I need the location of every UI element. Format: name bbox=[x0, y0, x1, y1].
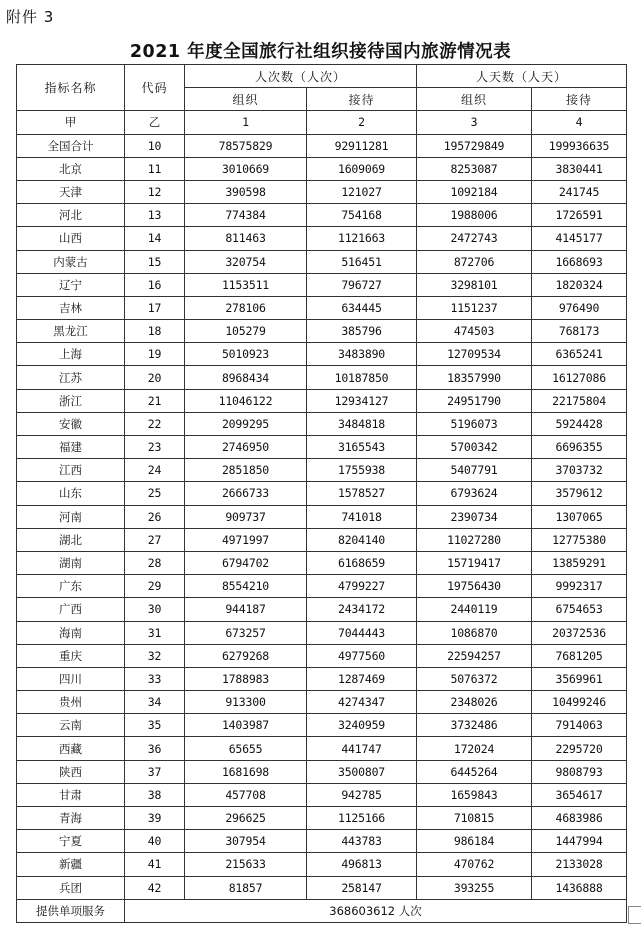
value-cell: 3483890 bbox=[307, 343, 417, 366]
index-cell: 1 bbox=[185, 111, 307, 134]
region-code: 19 bbox=[125, 343, 185, 366]
attachment-label: 附件 3 bbox=[6, 8, 55, 26]
footer-value: 368603612 人次 bbox=[125, 899, 627, 922]
table-row bbox=[17, 296, 627, 319]
region-name: 新疆 bbox=[17, 853, 125, 876]
header-person-days: 人天数（人天） bbox=[417, 65, 627, 88]
value-cell: 2133028 bbox=[532, 853, 627, 876]
value-cell: 4274347 bbox=[307, 691, 417, 714]
value-cell: 496813 bbox=[307, 853, 417, 876]
table-row bbox=[17, 482, 627, 505]
value-cell: 1447994 bbox=[532, 830, 627, 853]
index-cell: 乙 bbox=[125, 111, 185, 134]
value-cell: 6793624 bbox=[417, 482, 532, 505]
value-cell: 1121663 bbox=[307, 227, 417, 250]
value-cell: 3484818 bbox=[307, 412, 417, 435]
table-row bbox=[17, 807, 627, 830]
region-name: 重庆 bbox=[17, 644, 125, 667]
region-name: 青海 bbox=[17, 807, 125, 830]
value-cell: 5924428 bbox=[532, 412, 627, 435]
table-row bbox=[17, 644, 627, 667]
value-cell: 1988006 bbox=[417, 204, 532, 227]
region-name: 湖北 bbox=[17, 528, 125, 551]
region-name: 广西 bbox=[17, 598, 125, 621]
value-cell: 3240959 bbox=[307, 714, 417, 737]
region-name: 陕西 bbox=[17, 760, 125, 783]
value-cell: 741018 bbox=[307, 505, 417, 528]
table-row bbox=[17, 714, 627, 737]
value-cell: 986184 bbox=[417, 830, 532, 853]
header-code: 代码 bbox=[125, 65, 185, 111]
value-cell: 1609069 bbox=[307, 157, 417, 180]
region-name: 辽宁 bbox=[17, 273, 125, 296]
region-name: 兵团 bbox=[17, 876, 125, 899]
value-cell: 3569961 bbox=[532, 667, 627, 690]
value-cell: 10187850 bbox=[307, 366, 417, 389]
value-cell: 78575829 bbox=[185, 134, 307, 157]
value-cell: 1578527 bbox=[307, 482, 417, 505]
value-cell: 10499246 bbox=[532, 691, 627, 714]
region-name: 西藏 bbox=[17, 737, 125, 760]
value-cell: 3010669 bbox=[185, 157, 307, 180]
value-cell: 1726591 bbox=[532, 204, 627, 227]
header-receive-times: 接待 bbox=[307, 88, 417, 111]
value-cell: 1287469 bbox=[307, 667, 417, 690]
header-receive-days: 接待 bbox=[532, 88, 627, 111]
region-name: 山东 bbox=[17, 482, 125, 505]
table-row bbox=[17, 830, 627, 853]
value-cell: 1659843 bbox=[417, 783, 532, 806]
value-cell: 22175804 bbox=[532, 389, 627, 412]
region-name: 天津 bbox=[17, 180, 125, 203]
table-row bbox=[17, 505, 627, 528]
table-row bbox=[17, 598, 627, 621]
value-cell: 1092184 bbox=[417, 180, 532, 203]
value-cell: 390598 bbox=[185, 180, 307, 203]
value-cell: 2295720 bbox=[532, 737, 627, 760]
table-row bbox=[17, 412, 627, 435]
value-cell: 121027 bbox=[307, 180, 417, 203]
value-cell: 3165543 bbox=[307, 436, 417, 459]
region-name: 四川 bbox=[17, 667, 125, 690]
region-code: 23 bbox=[125, 436, 185, 459]
region-name: 黑龙江 bbox=[17, 320, 125, 343]
region-code: 22 bbox=[125, 412, 185, 435]
value-cell: 2746950 bbox=[185, 436, 307, 459]
table-row bbox=[17, 180, 627, 203]
value-cell: 20372536 bbox=[532, 621, 627, 644]
table-row bbox=[17, 343, 627, 366]
region-code: 20 bbox=[125, 366, 185, 389]
value-cell: 4145177 bbox=[532, 227, 627, 250]
region-code: 31 bbox=[125, 621, 185, 644]
value-cell: 2472743 bbox=[417, 227, 532, 250]
value-cell: 7044443 bbox=[307, 621, 417, 644]
table-row bbox=[17, 621, 627, 644]
table-row bbox=[17, 783, 627, 806]
index-cell: 4 bbox=[532, 111, 627, 134]
footer-label: 提供单项服务 bbox=[17, 899, 125, 922]
region-code: 30 bbox=[125, 598, 185, 621]
table-row bbox=[17, 157, 627, 180]
value-cell: 8204140 bbox=[307, 528, 417, 551]
value-cell: 3830441 bbox=[532, 157, 627, 180]
value-cell: 2390734 bbox=[417, 505, 532, 528]
region-code: 33 bbox=[125, 667, 185, 690]
value-cell: 443783 bbox=[307, 830, 417, 853]
table-row bbox=[17, 737, 627, 760]
value-cell: 18357990 bbox=[417, 366, 532, 389]
table-row bbox=[17, 853, 627, 876]
region-code: 16 bbox=[125, 273, 185, 296]
value-cell: 92911281 bbox=[307, 134, 417, 157]
region-name: 河北 bbox=[17, 204, 125, 227]
value-cell: 3654617 bbox=[532, 783, 627, 806]
value-cell: 872706 bbox=[417, 250, 532, 273]
table-row bbox=[17, 876, 627, 899]
value-cell: 710815 bbox=[417, 807, 532, 830]
table-row bbox=[17, 250, 627, 273]
table-row bbox=[17, 459, 627, 482]
value-cell: 976490 bbox=[532, 296, 627, 319]
region-name: 云南 bbox=[17, 714, 125, 737]
region-code: 42 bbox=[125, 876, 185, 899]
index-cell: 3 bbox=[417, 111, 532, 134]
value-cell: 1403987 bbox=[185, 714, 307, 737]
region-name: 海南 bbox=[17, 621, 125, 644]
value-cell: 909737 bbox=[185, 505, 307, 528]
value-cell: 8253087 bbox=[417, 157, 532, 180]
region-code: 12 bbox=[125, 180, 185, 203]
value-cell: 1125166 bbox=[307, 807, 417, 830]
table-row bbox=[17, 551, 627, 574]
index-cell: 甲 bbox=[17, 111, 125, 134]
value-cell: 8968434 bbox=[185, 366, 307, 389]
value-cell: 3732486 bbox=[417, 714, 532, 737]
value-cell: 5407791 bbox=[417, 459, 532, 482]
value-cell: 470762 bbox=[417, 853, 532, 876]
value-cell: 4683986 bbox=[532, 807, 627, 830]
value-cell: 6754653 bbox=[532, 598, 627, 621]
value-cell: 320754 bbox=[185, 250, 307, 273]
value-cell: 913300 bbox=[185, 691, 307, 714]
value-cell: 307954 bbox=[185, 830, 307, 853]
value-cell: 11027280 bbox=[417, 528, 532, 551]
region-code: 14 bbox=[125, 227, 185, 250]
region-code: 27 bbox=[125, 528, 185, 551]
value-cell: 634445 bbox=[307, 296, 417, 319]
value-cell: 1307065 bbox=[532, 505, 627, 528]
region-code: 34 bbox=[125, 691, 185, 714]
table-row bbox=[17, 273, 627, 296]
value-cell: 12775380 bbox=[532, 528, 627, 551]
table-row bbox=[17, 134, 627, 157]
region-code: 25 bbox=[125, 482, 185, 505]
table-row bbox=[17, 667, 627, 690]
value-cell: 199936635 bbox=[532, 134, 627, 157]
value-cell: 241745 bbox=[532, 180, 627, 203]
value-cell: 768173 bbox=[532, 320, 627, 343]
value-cell: 944187 bbox=[185, 598, 307, 621]
region-name: 福建 bbox=[17, 436, 125, 459]
value-cell: 7914063 bbox=[532, 714, 627, 737]
region-code: 41 bbox=[125, 853, 185, 876]
region-name: 内蒙古 bbox=[17, 250, 125, 273]
value-cell: 4799227 bbox=[307, 575, 417, 598]
value-cell: 1681698 bbox=[185, 760, 307, 783]
value-cell: 1820324 bbox=[532, 273, 627, 296]
value-cell: 258147 bbox=[307, 876, 417, 899]
value-cell: 796727 bbox=[307, 273, 417, 296]
index-cell: 2 bbox=[307, 111, 417, 134]
header-organize-times: 组织 bbox=[185, 88, 307, 111]
value-cell: 1755938 bbox=[307, 459, 417, 482]
value-cell: 3703732 bbox=[532, 459, 627, 482]
value-cell: 942785 bbox=[307, 783, 417, 806]
value-cell: 12934127 bbox=[307, 389, 417, 412]
value-cell: 9808793 bbox=[532, 760, 627, 783]
region-code: 29 bbox=[125, 575, 185, 598]
footer-row bbox=[17, 899, 627, 922]
value-cell: 441747 bbox=[307, 737, 417, 760]
value-cell: 13859291 bbox=[532, 551, 627, 574]
table-body bbox=[17, 134, 627, 899]
region-name: 安徽 bbox=[17, 412, 125, 435]
value-cell: 2099295 bbox=[185, 412, 307, 435]
region-name: 吉林 bbox=[17, 296, 125, 319]
page-corner-mark bbox=[628, 906, 641, 924]
table-row bbox=[17, 528, 627, 551]
table-row bbox=[17, 320, 627, 343]
region-name: 贵州 bbox=[17, 691, 125, 714]
region-name: 山西 bbox=[17, 227, 125, 250]
value-cell: 278106 bbox=[185, 296, 307, 319]
value-cell: 811463 bbox=[185, 227, 307, 250]
region-code: 10 bbox=[125, 134, 185, 157]
header-organize-days: 组织 bbox=[417, 88, 532, 111]
region-code: 38 bbox=[125, 783, 185, 806]
value-cell: 11046122 bbox=[185, 389, 307, 412]
value-cell: 296625 bbox=[185, 807, 307, 830]
value-cell: 385796 bbox=[307, 320, 417, 343]
value-cell: 5196073 bbox=[417, 412, 532, 435]
value-cell: 774384 bbox=[185, 204, 307, 227]
value-cell: 6168659 bbox=[307, 551, 417, 574]
region-name: 全国合计 bbox=[17, 134, 125, 157]
value-cell: 6445264 bbox=[417, 760, 532, 783]
value-cell: 105279 bbox=[185, 320, 307, 343]
value-cell: 15719417 bbox=[417, 551, 532, 574]
value-cell: 2348026 bbox=[417, 691, 532, 714]
table-row bbox=[17, 760, 627, 783]
value-cell: 16127086 bbox=[532, 366, 627, 389]
region-code: 28 bbox=[125, 551, 185, 574]
region-code: 35 bbox=[125, 714, 185, 737]
header-person-times: 人次数（人次） bbox=[185, 65, 417, 88]
value-cell: 2851850 bbox=[185, 459, 307, 482]
table-row bbox=[17, 227, 627, 250]
value-cell: 673257 bbox=[185, 621, 307, 644]
value-cell: 4977560 bbox=[307, 644, 417, 667]
region-name: 广东 bbox=[17, 575, 125, 598]
region-name: 甘肃 bbox=[17, 783, 125, 806]
value-cell: 215633 bbox=[185, 853, 307, 876]
region-name: 湖南 bbox=[17, 551, 125, 574]
value-cell: 24951790 bbox=[417, 389, 532, 412]
value-cell: 1151237 bbox=[417, 296, 532, 319]
value-cell: 1668693 bbox=[532, 250, 627, 273]
value-cell: 195729849 bbox=[417, 134, 532, 157]
value-cell: 3298101 bbox=[417, 273, 532, 296]
region-name: 宁夏 bbox=[17, 830, 125, 853]
table-row bbox=[17, 366, 627, 389]
value-cell: 393255 bbox=[417, 876, 532, 899]
value-cell: 172024 bbox=[417, 737, 532, 760]
table-row bbox=[17, 436, 627, 459]
table-row bbox=[17, 389, 627, 412]
region-name: 北京 bbox=[17, 157, 125, 180]
header-indicator: 指标名称 bbox=[17, 65, 125, 111]
value-cell: 1153511 bbox=[185, 273, 307, 296]
value-cell: 2440119 bbox=[417, 598, 532, 621]
value-cell: 1788983 bbox=[185, 667, 307, 690]
value-cell: 2666733 bbox=[185, 482, 307, 505]
region-name: 上海 bbox=[17, 343, 125, 366]
table-row bbox=[17, 691, 627, 714]
value-cell: 22594257 bbox=[417, 644, 532, 667]
region-name: 江西 bbox=[17, 459, 125, 482]
value-cell: 3500807 bbox=[307, 760, 417, 783]
table-title: 2021 年度全国旅行社组织接待国内旅游情况表 bbox=[129, 42, 512, 62]
value-cell: 6279268 bbox=[185, 644, 307, 667]
value-cell: 19756430 bbox=[417, 575, 532, 598]
value-cell: 5010923 bbox=[185, 343, 307, 366]
value-cell: 5700342 bbox=[417, 436, 532, 459]
value-cell: 1086870 bbox=[417, 621, 532, 644]
value-cell: 6794702 bbox=[185, 551, 307, 574]
table-row bbox=[17, 204, 627, 227]
region-code: 32 bbox=[125, 644, 185, 667]
value-cell: 474503 bbox=[417, 320, 532, 343]
region-code: 11 bbox=[125, 157, 185, 180]
region-code: 37 bbox=[125, 760, 185, 783]
region-code: 24 bbox=[125, 459, 185, 482]
value-cell: 12709534 bbox=[417, 343, 532, 366]
value-cell: 81857 bbox=[185, 876, 307, 899]
value-cell: 457708 bbox=[185, 783, 307, 806]
value-cell: 1436888 bbox=[532, 876, 627, 899]
value-cell: 3579612 bbox=[532, 482, 627, 505]
region-name: 浙江 bbox=[17, 389, 125, 412]
region-code: 40 bbox=[125, 830, 185, 853]
region-code: 15 bbox=[125, 250, 185, 273]
value-cell: 2434172 bbox=[307, 598, 417, 621]
region-code: 21 bbox=[125, 389, 185, 412]
value-cell: 7681205 bbox=[532, 644, 627, 667]
region-name: 江苏 bbox=[17, 366, 125, 389]
value-cell: 6696355 bbox=[532, 436, 627, 459]
value-cell: 754168 bbox=[307, 204, 417, 227]
value-cell: 6365241 bbox=[532, 343, 627, 366]
value-cell: 9992317 bbox=[532, 575, 627, 598]
region-code: 13 bbox=[125, 204, 185, 227]
region-code: 26 bbox=[125, 505, 185, 528]
region-code: 17 bbox=[125, 296, 185, 319]
value-cell: 8554210 bbox=[185, 575, 307, 598]
region-code: 18 bbox=[125, 320, 185, 343]
region-code: 39 bbox=[125, 807, 185, 830]
value-cell: 5076372 bbox=[417, 667, 532, 690]
tourism-table bbox=[16, 64, 627, 923]
region-name: 河南 bbox=[17, 505, 125, 528]
value-cell: 516451 bbox=[307, 250, 417, 273]
region-code: 36 bbox=[125, 737, 185, 760]
value-cell: 65655 bbox=[185, 737, 307, 760]
table-row bbox=[17, 575, 627, 598]
value-cell: 4971997 bbox=[185, 528, 307, 551]
